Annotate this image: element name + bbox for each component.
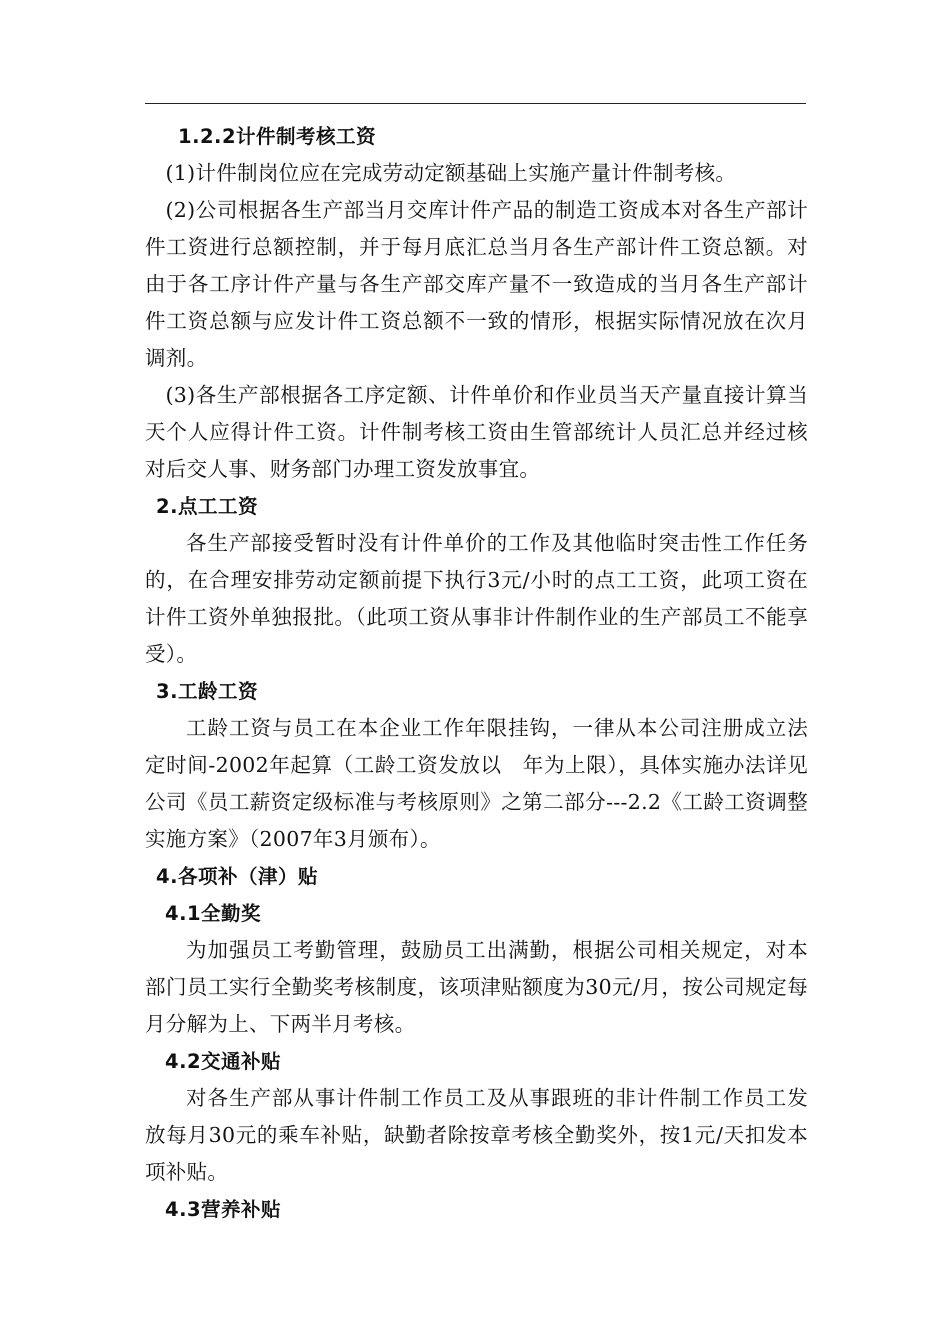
paragraph-3: (3)各生产部根据各工序定额、计件单价和作业员当天产量直接计算当天个人应得计件工资。计件制考核工资由生管部统计人员汇总并经过核对后交人事、财务部门办理工资发放事宜。 bbox=[145, 383, 808, 481]
header-rule bbox=[145, 103, 806, 104]
heading-4-2: 4.2交通补贴 bbox=[165, 1050, 282, 1073]
heading-4: 4.各项补（津）贴 bbox=[156, 865, 318, 888]
heading-1-2-2: 1.2.2计件制考核工资 bbox=[178, 125, 377, 148]
document-body bbox=[145, 118, 808, 1228]
heading-3: 3.工龄工资 bbox=[156, 680, 258, 703]
paragraph-7: 对各生产部从事计件制工作员工及从事跟班的非计件制工作员工发放每月30元的乘车补贴，缺勤者除按章考核全勤奖外，按1元/天扣发本项补贴。 bbox=[145, 1086, 808, 1184]
paragraph-2: (2)公司根据各生产部当月交库计件产品的制造工资成本对各生产部计件工资进行总额控制，并于每月底汇总当月各生产部计件工资总额。对由于各工序计件产量与各生产部交库产量不一致造成的当月各生产部计件工资总额与应发计件工资总额不一致的情形，根据实际情况放在次月调剂。 bbox=[145, 198, 808, 370]
heading-4-1: 4.1全勤奖 bbox=[165, 902, 262, 925]
heading-4-3: 4.3营养补贴 bbox=[165, 1198, 282, 1221]
paragraph-1: (1)计件制岗位应在完成劳动定额基础上实施产量计件制考核。 bbox=[165, 161, 737, 185]
heading-2: 2.点工工资 bbox=[156, 495, 258, 518]
paragraph-4: 各生产部接受暂时没有计件单价的工作及其他临时突击性工作任务的，在合理安排劳动定额前提下执行3元/小时的点工工资，此项工资在计件工资外单独报批。（此项工资从事非计件制作业的生产部员工不能享受）。 bbox=[145, 531, 808, 666]
paragraph-6: 为加强员工考勤管理，鼓励员工出满勤，根据公司相关规定，对本部门员工实行全勤奖考核制度，该项津贴额度为30元/月，按公司规定每月分解为上、下两半月考核。 bbox=[145, 938, 808, 1036]
paragraph-5: 工龄工资与员工在本企业工作年限挂钩，一律从本公司注册成立法定时间-2002年起算（工龄工资发放以 年为上限），具体实施办法详见公司《员工薪资定级标准与考核原则》之第二部分---2.2《工龄工资调整实施方案》（2007年3月颁布）。 bbox=[145, 716, 808, 851]
